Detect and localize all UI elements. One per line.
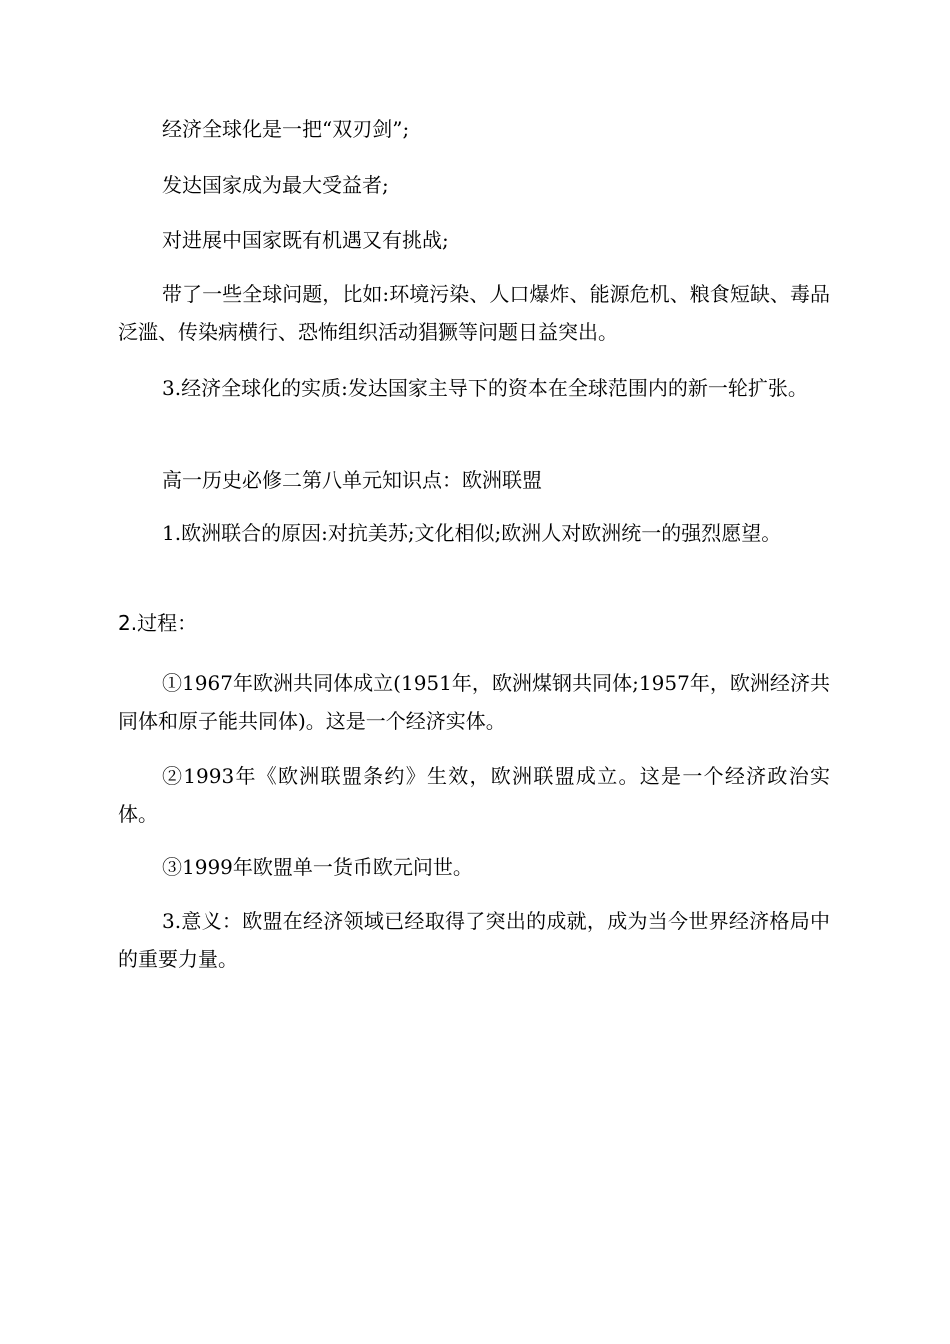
section-heading-eu: 高一历史必修二第八单元知识点：欧洲联盟 bbox=[162, 468, 542, 492]
paragraph-eu-significance: 3.意义：欧盟在经济领域已经取得了突出的成就，成为当今世界经济格局中的重要力量。 bbox=[118, 909, 830, 971]
paragraph-globalization-double-edged: 经济全球化是一把“双刃剑”; bbox=[162, 117, 410, 141]
paragraph-developed-countries-beneficiary: 发达国家成为最大受益者; bbox=[162, 173, 389, 197]
paragraph-developing-countries: 对进展中国家既有机遇又有挑战; bbox=[162, 228, 449, 252]
paragraph-process-1999: ③1999年欧盟单一货币欧元问世。 bbox=[162, 855, 473, 879]
paragraph-process-1993: ②1993年《欧洲联盟条约》生效，欧洲联盟成立。这是一个经济政治实体。 bbox=[118, 764, 830, 826]
paragraph-process-1967: ①1967年欧洲共同体成立(1951年，欧洲煤钢共同体;1957年，欧洲经济共同体和原子能共同体)。这是一个经济实体。 bbox=[118, 671, 830, 733]
paragraph-globalization-essence: 3.经济全球化的实质:发达国家主导下的资本在全球范围内的新一轮扩张。 bbox=[162, 376, 808, 400]
paragraph-eu-reasons: 1.欧洲联合的原因:对抗美苏;文化相似;欧洲人对欧洲统一的强烈愿望。 bbox=[162, 521, 782, 545]
paragraph-global-problems: 带了一些全球问题，比如:环境污染、人口爆炸、能源危机、粮食短缺、毒品泛滥、传染病横行、恐怖组织活动猖獗等问题日益突出。 bbox=[118, 282, 830, 344]
paragraph-process-heading: 2.过程： bbox=[118, 611, 198, 635]
